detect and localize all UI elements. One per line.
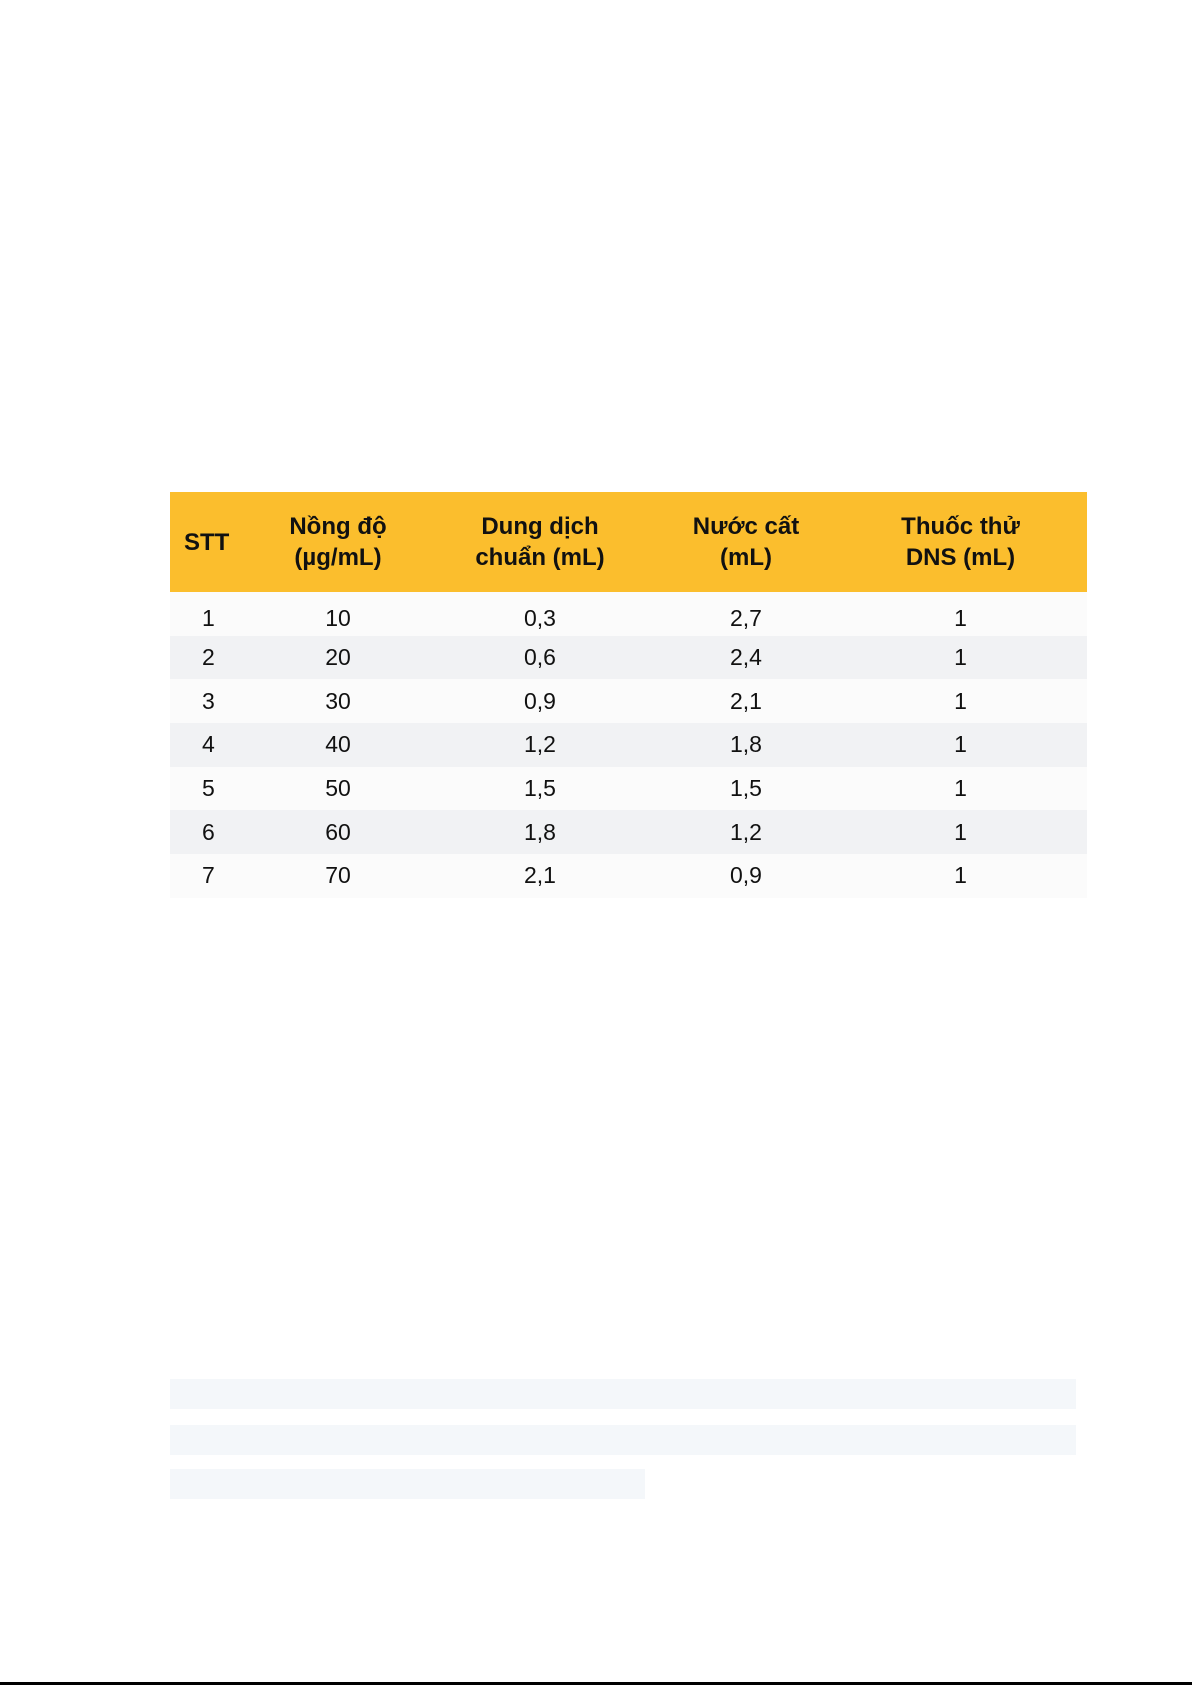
cell-standard-solution: 0,9 [524,687,556,714]
cell-standard-solution: 1,2 [524,731,556,758]
cell-standard-solution: 2,1 [524,862,556,889]
cell-distilled-water: 2,4 [730,644,762,671]
text-placeholder-line [170,1469,645,1499]
cell-concentration: 20 [325,644,351,671]
cell-stt: 2 [202,644,215,671]
cell-dns-reagent: 1 [954,775,967,802]
cell-stt: 3 [202,687,215,714]
table-row [170,854,1087,898]
cell-standard-solution: 1,8 [524,818,556,845]
header-concentration: Nồng độ (µg/mL) [289,513,387,571]
cell-concentration: 10 [325,605,351,632]
cell-dns-reagent: 1 [954,644,967,671]
cell-concentration: 30 [325,687,351,714]
cell-concentration: 40 [325,731,351,758]
cell-stt: 6 [202,818,215,845]
header-stt: STT [184,528,230,556]
cell-concentration: 70 [325,862,351,889]
cell-distilled-water: 0,9 [730,862,762,889]
cell-distilled-water: 1,8 [730,731,762,758]
standard-curve-table [170,492,1087,898]
cell-concentration: 60 [325,818,351,845]
table-row [170,636,1087,680]
table-row [170,767,1087,811]
cell-dns-reagent: 1 [954,862,967,889]
header-standard-solution: Dung dịch chuẩn (mL) [475,513,605,571]
cell-dns-reagent: 1 [954,687,967,714]
cell-distilled-water: 1,5 [730,775,762,802]
text-placeholder-line [170,1379,1076,1409]
table-row [170,679,1087,723]
header-distilled-water: Nước cất (mL) [692,513,800,571]
table-row [170,592,1087,636]
cell-distilled-water: 2,1 [730,687,762,714]
cell-stt: 5 [202,775,215,802]
cell-dns-reagent: 1 [954,731,967,758]
cell-dns-reagent: 1 [954,605,967,632]
header-dns-reagent: Thuốc thử DNS (mL) [901,513,1020,571]
cell-concentration: 50 [325,775,351,802]
table-row [170,723,1087,767]
cell-distilled-water: 2,7 [730,605,762,632]
cell-standard-solution: 0,6 [524,644,556,671]
cell-stt: 4 [202,731,215,758]
cell-dns-reagent: 1 [954,818,967,845]
cell-standard-solution: 0,3 [524,605,556,632]
table-header-row [170,492,1087,592]
cell-stt: 1 [202,605,215,632]
cell-distilled-water: 1,2 [730,818,762,845]
cell-stt: 7 [202,862,215,889]
text-placeholder-line [170,1425,1076,1455]
table-row [170,810,1087,854]
cell-standard-solution: 1,5 [524,775,556,802]
